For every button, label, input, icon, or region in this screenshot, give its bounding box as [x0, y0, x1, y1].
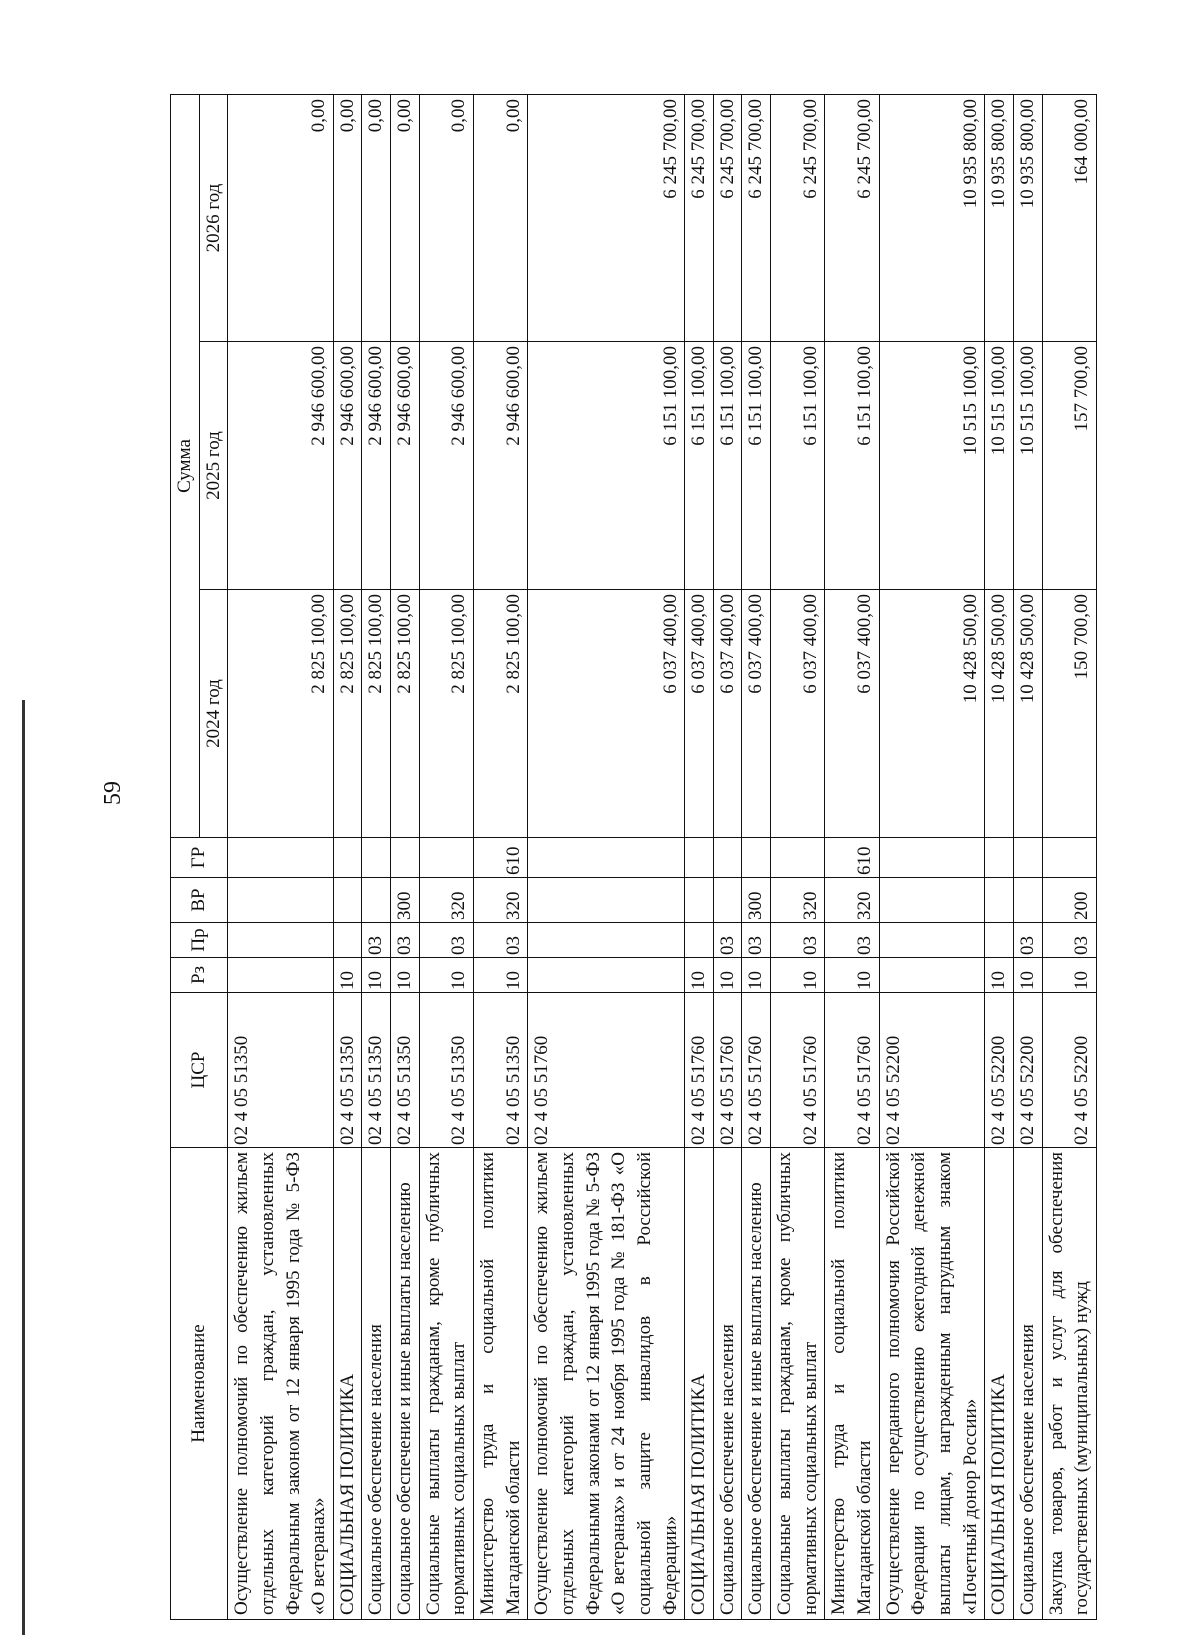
row-vr-cell: 300 — [391, 878, 420, 923]
row-gr-cell — [879, 838, 985, 878]
row-name-cell: Осуществление полномочий по обеспечению жильем отдельных категорий граждан, установленных Федеральными законами от 12 января 1995 года № 5-ФЗ «О ветеранах» и от 24 ноября 1995 года № 181-ФЗ «О социальной защите инвалидов в Российской Федерации» — [528, 1148, 685, 1620]
row-rz-cell: 10 — [362, 958, 391, 993]
row-rz-cell: 10 — [985, 958, 1014, 993]
row-2026-cell: 6 245 700,00 — [825, 95, 879, 342]
row-2026-cell: 0,00 — [333, 95, 362, 342]
row-name-cell: СОЦИАЛЬНАЯ ПОЛИТИКА — [333, 1148, 362, 1620]
row-vr-cell — [879, 878, 985, 923]
row-2025-cell: 10 515 100,00 — [879, 342, 985, 590]
row-name-cell: Социальные выплаты гражданам, кроме публичных нормативных социальных выплат — [771, 1148, 825, 1620]
binding-edge-line — [22, 700, 25, 1635]
header-rz: Рз — [171, 958, 228, 993]
row-csr-cell: 02 4 05 51350 — [419, 993, 473, 1148]
row-2024-cell: 6 037 400,00 — [825, 590, 879, 838]
row-pr-cell: 03 — [713, 923, 742, 958]
row-2024-cell: 2 825 100,00 — [333, 590, 362, 838]
row-2026-cell: 6 245 700,00 — [685, 95, 714, 342]
row-pr-cell: 03 — [1042, 923, 1096, 958]
row-2025-cell: 6 151 100,00 — [713, 342, 742, 590]
table-row — [391, 95, 420, 1620]
row-2025-cell: 6 151 100,00 — [771, 342, 825, 590]
header-vr: ВР — [171, 878, 228, 923]
row-2026-cell: 164 000,00 — [1042, 95, 1096, 342]
row-gr-cell: 610 — [825, 838, 879, 878]
row-csr-cell: 02 4 05 51350 — [362, 993, 391, 1148]
row-2024-cell: 6 037 400,00 — [685, 590, 714, 838]
row-vr-cell: 320 — [419, 878, 473, 923]
row-pr-cell: 03 — [771, 923, 825, 958]
row-gr-cell — [713, 838, 742, 878]
header-2024: 2024 год — [199, 590, 228, 838]
row-2024-cell: 2 825 100,00 — [419, 590, 473, 838]
table-row — [1042, 95, 1096, 1620]
row-csr-cell: 02 4 05 51760 — [771, 993, 825, 1148]
row-csr-cell: 02 4 05 52200 — [879, 993, 985, 1148]
row-gr-cell — [419, 838, 473, 878]
row-csr-cell: 02 4 05 52200 — [1042, 993, 1096, 1148]
row-vr-cell: 300 — [742, 878, 771, 923]
row-name-cell: Закупка товаров, работ и услуг для обеспечения государственных (муниципальных) нужд — [1042, 1148, 1096, 1620]
row-2025-cell: 2 946 600,00 — [474, 342, 528, 590]
row-pr-cell: 03 — [419, 923, 473, 958]
row-gr-cell — [742, 838, 771, 878]
row-pr-cell: 03 — [391, 923, 420, 958]
row-2025-cell: 6 151 100,00 — [742, 342, 771, 590]
row-gr-cell — [771, 838, 825, 878]
row-name-cell: СОЦИАЛЬНАЯ ПОЛИТИКА — [685, 1148, 714, 1620]
row-name-cell: Осуществление переданного полномочия Российской Федерации по осуществлению ежегодной денежной выплаты лицам, награжденным нагрудным знаком «Почетный донор России» — [879, 1148, 985, 1620]
table-row — [825, 95, 879, 1620]
header-row-1 — [171, 95, 200, 1620]
rotated-table-container — [170, 95, 1093, 1620]
row-rz-cell: 10 — [742, 958, 771, 993]
header-gr: ГР — [171, 838, 228, 878]
row-pr-cell — [228, 923, 334, 958]
row-2026-cell: 6 245 700,00 — [713, 95, 742, 342]
row-2024-cell: 6 037 400,00 — [771, 590, 825, 838]
row-gr-cell — [228, 838, 334, 878]
table-row — [528, 95, 685, 1620]
row-pr-cell: 03 — [1013, 923, 1042, 958]
row-rz-cell — [528, 958, 685, 993]
row-2024-cell: 2 825 100,00 — [362, 590, 391, 838]
row-vr-cell — [362, 878, 391, 923]
row-vr-cell: 200 — [1042, 878, 1096, 923]
row-2026-cell: 10 935 800,00 — [985, 95, 1014, 342]
row-vr-cell — [228, 878, 334, 923]
row-2024-cell: 10 428 500,00 — [1013, 590, 1042, 838]
table-row — [771, 95, 825, 1620]
row-rz-cell — [879, 958, 985, 993]
row-2025-cell: 10 515 100,00 — [985, 342, 1014, 590]
row-rz-cell: 10 — [333, 958, 362, 993]
row-rz-cell: 10 — [771, 958, 825, 993]
row-pr-cell — [333, 923, 362, 958]
row-vr-cell — [685, 878, 714, 923]
row-pr-cell: 03 — [474, 923, 528, 958]
row-gr-cell — [528, 838, 685, 878]
row-name-cell: Министерство труда и социальной политики Магаданской области — [825, 1148, 879, 1620]
row-2024-cell: 6 037 400,00 — [742, 590, 771, 838]
row-rz-cell — [228, 958, 334, 993]
row-vr-cell — [333, 878, 362, 923]
table-row — [333, 95, 362, 1620]
row-gr-cell — [362, 838, 391, 878]
row-csr-cell: 02 4 05 51760 — [825, 993, 879, 1148]
row-csr-cell: 02 4 05 52200 — [1013, 993, 1042, 1148]
row-csr-cell: 02 4 05 51350 — [228, 993, 334, 1148]
header-name: Наименование — [171, 1148, 228, 1620]
row-pr-cell — [685, 923, 714, 958]
header-sum: Сумма — [171, 95, 200, 838]
row-name-cell: Социальное обеспечение и иные выплаты населению — [742, 1148, 771, 1620]
row-name-cell: Социальное обеспечение населения — [713, 1148, 742, 1620]
table-row — [685, 95, 714, 1620]
row-gr-cell — [985, 838, 1014, 878]
row-2024-cell: 10 428 500,00 — [985, 590, 1014, 838]
row-2025-cell: 6 151 100,00 — [528, 342, 685, 590]
row-2025-cell: 2 946 600,00 — [333, 342, 362, 590]
table-row — [985, 95, 1014, 1620]
row-2026-cell: 10 935 800,00 — [879, 95, 985, 342]
row-2026-cell: 0,00 — [474, 95, 528, 342]
row-csr-cell: 02 4 05 51760 — [713, 993, 742, 1148]
row-name-cell: Осуществление полномочий по обеспечению жильем отдельных категорий граждан, установленных Федеральным законом от 12 января 1995 года № 5-ФЗ «О ветеранах» — [228, 1148, 334, 1620]
header-csr: ЦСР — [171, 993, 228, 1148]
row-2026-cell: 0,00 — [362, 95, 391, 342]
row-rz-cell: 10 — [685, 958, 714, 993]
row-pr-cell: 03 — [742, 923, 771, 958]
row-gr-cell — [333, 838, 362, 878]
table-row — [879, 95, 985, 1620]
row-2024-cell: 2 825 100,00 — [228, 590, 334, 838]
row-2025-cell: 2 946 600,00 — [391, 342, 420, 590]
row-csr-cell: 02 4 05 51760 — [742, 993, 771, 1148]
row-vr-cell — [713, 878, 742, 923]
row-gr-cell — [685, 838, 714, 878]
row-vr-cell — [1013, 878, 1042, 923]
row-gr-cell — [1042, 838, 1096, 878]
budget-table — [170, 94, 1097, 1620]
row-2026-cell: 0,00 — [228, 95, 334, 342]
row-vr-cell — [528, 878, 685, 923]
row-vr-cell — [985, 878, 1014, 923]
row-gr-cell: 610 — [474, 838, 528, 878]
row-name-cell: Социальные выплаты гражданам, кроме публичных нормативных социальных выплат — [419, 1148, 473, 1620]
row-vr-cell: 320 — [771, 878, 825, 923]
row-name-cell: Социальное обеспечение населения — [362, 1148, 391, 1620]
row-gr-cell — [1013, 838, 1042, 878]
row-csr-cell: 02 4 05 51350 — [391, 993, 420, 1148]
table-row — [713, 95, 742, 1620]
table-body — [228, 95, 1097, 1620]
header-pr: Пр — [171, 923, 228, 958]
table-row — [362, 95, 391, 1620]
table-row — [474, 95, 528, 1620]
row-2025-cell: 157 700,00 — [1042, 342, 1096, 590]
header-2025: 2025 год — [199, 342, 228, 590]
row-rz-cell: 10 — [391, 958, 420, 993]
table-row — [742, 95, 771, 1620]
row-name-cell: Министерство труда и социальной политики Магаданской области — [474, 1148, 528, 1620]
row-pr-cell — [985, 923, 1014, 958]
row-name-cell: Социальное обеспечение населения — [1013, 1148, 1042, 1620]
row-2026-cell: 6 245 700,00 — [771, 95, 825, 342]
row-2024-cell: 10 428 500,00 — [879, 590, 985, 838]
row-2024-cell: 6 037 400,00 — [528, 590, 685, 838]
row-csr-cell: 02 4 05 51350 — [474, 993, 528, 1148]
row-pr-cell: 03 — [362, 923, 391, 958]
row-2025-cell: 10 515 100,00 — [1013, 342, 1042, 590]
row-csr-cell: 02 4 05 51760 — [685, 993, 714, 1148]
row-2024-cell: 6 037 400,00 — [713, 590, 742, 838]
row-vr-cell: 320 — [825, 878, 879, 923]
row-pr-cell — [528, 923, 685, 958]
row-name-cell: СОЦИАЛЬНАЯ ПОЛИТИКА — [985, 1148, 1014, 1620]
row-gr-cell — [391, 838, 420, 878]
table-row — [419, 95, 473, 1620]
row-pr-cell — [879, 923, 985, 958]
row-name-cell: Социальное обеспечение и иные выплаты населению — [391, 1148, 420, 1620]
row-2026-cell: 0,00 — [391, 95, 420, 342]
row-csr-cell: 02 4 05 51760 — [528, 993, 685, 1148]
row-rz-cell: 10 — [1013, 958, 1042, 993]
row-2025-cell: 6 151 100,00 — [685, 342, 714, 590]
row-2026-cell: 6 245 700,00 — [528, 95, 685, 342]
row-2026-cell: 10 935 800,00 — [1013, 95, 1042, 342]
row-2025-cell: 2 946 600,00 — [228, 342, 334, 590]
row-rz-cell: 10 — [713, 958, 742, 993]
row-2024-cell: 150 700,00 — [1042, 590, 1096, 838]
row-2024-cell: 2 825 100,00 — [391, 590, 420, 838]
header-2026: 2026 год — [199, 95, 228, 342]
row-vr-cell: 320 — [474, 878, 528, 923]
row-2026-cell: 0,00 — [419, 95, 473, 342]
row-rz-cell: 10 — [474, 958, 528, 993]
row-rz-cell: 10 — [825, 958, 879, 993]
table-row — [228, 95, 334, 1620]
row-2025-cell: 2 946 600,00 — [419, 342, 473, 590]
row-csr-cell: 02 4 05 51350 — [333, 993, 362, 1148]
row-2024-cell: 2 825 100,00 — [474, 590, 528, 838]
row-rz-cell: 10 — [419, 958, 473, 993]
table-row — [1013, 95, 1042, 1620]
page-number: 59 — [100, 781, 126, 805]
row-2025-cell: 2 946 600,00 — [362, 342, 391, 590]
row-2025-cell: 6 151 100,00 — [825, 342, 879, 590]
row-csr-cell: 02 4 05 52200 — [985, 993, 1014, 1148]
row-rz-cell: 10 — [1042, 958, 1096, 993]
row-2026-cell: 6 245 700,00 — [742, 95, 771, 342]
row-pr-cell: 03 — [825, 923, 879, 958]
